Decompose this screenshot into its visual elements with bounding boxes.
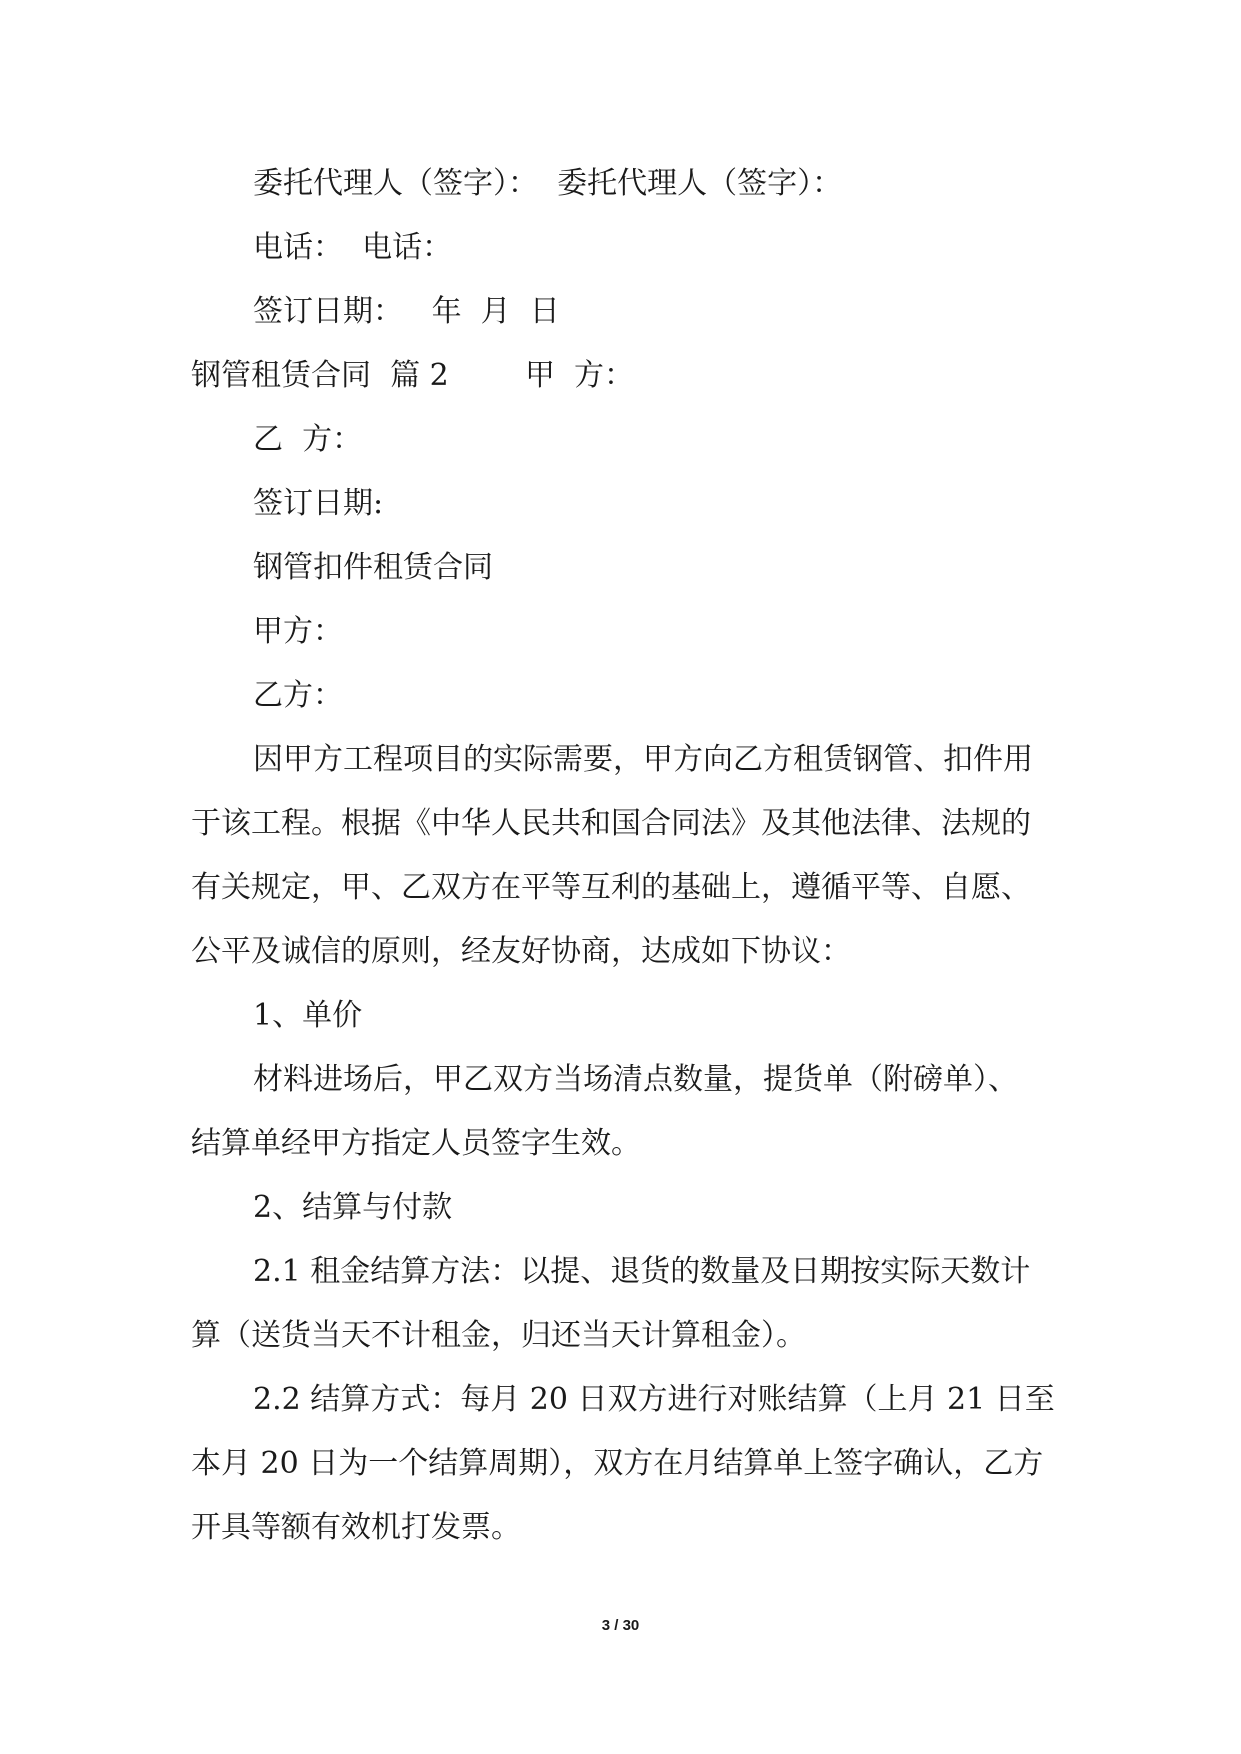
contract-title: 钢管扣件租赁合同 <box>253 550 493 585</box>
clause-heading-settlement: 2、结算与付款 <box>253 1190 453 1225</box>
text-line-proxy-sign: 委托代理人（签字）： 委托代理人（签字）： <box>253 166 843 201</box>
text-line-party-b-label: 乙方： <box>253 678 343 713</box>
clause-heading-unit-price: 1、单价 <box>253 998 363 1033</box>
text-line-party-a-label: 甲方： <box>253 614 343 649</box>
paragraph-2-1-line-2: 算（送货当天不计租金，归还当天计算租金）。 <box>191 1318 806 1353</box>
paragraph-2-2-line-3: 开具等额有效机打发票。 <box>191 1510 521 1545</box>
paragraph-2-2-line-2: 本月 20 日为一个结算周期），双方在月结算单上签字确认，乙方 <box>191 1446 1044 1481</box>
paragraph-unit-price-line-2: 结算单经甲方指定人员签字生效。 <box>191 1126 641 1161</box>
text-line-party-b: 乙 方： <box>253 422 363 457</box>
paragraph-2-1-line-1: 2.1 租金结算方法：以提、退货的数量及日期按实际天数计 <box>253 1254 1031 1289</box>
paragraph-2-2-line-1: 2.2 结算方式：每月 20 日双方进行对账结算（上月 21 日至 <box>253 1382 1055 1417</box>
text-line-sign-date: 签订日期： 年 月 日 <box>253 294 560 329</box>
section-heading-contract-2: 钢管租赁合同 篇 2 甲 方： <box>191 358 635 393</box>
paragraph-intro-line-1: 因甲方工程项目的实际需要，甲方向乙方租赁钢管、扣件用 <box>253 742 1033 777</box>
paragraph-intro-line-4: 公平及诚信的原则，经友好协商，达成如下协议： <box>191 934 851 969</box>
page-number: 3 / 30 <box>601 1617 640 1634</box>
paragraph-intro-line-3: 有关规定，甲、乙双方在平等互利的基础上，遵循平等、自愿、 <box>191 870 1031 905</box>
text-line-phone: 电话： 电话： <box>253 230 453 265</box>
paragraph-unit-price-line-1: 材料进场后，甲乙双方当场清点数量，提货单（附磅单）、 <box>253 1062 1018 1097</box>
text-line-sign-date-2: 签订日期: <box>253 486 384 521</box>
paragraph-intro-line-2: 于该工程。根据《中华人民共和国合同法》及其他法律、法规的 <box>191 806 1031 841</box>
